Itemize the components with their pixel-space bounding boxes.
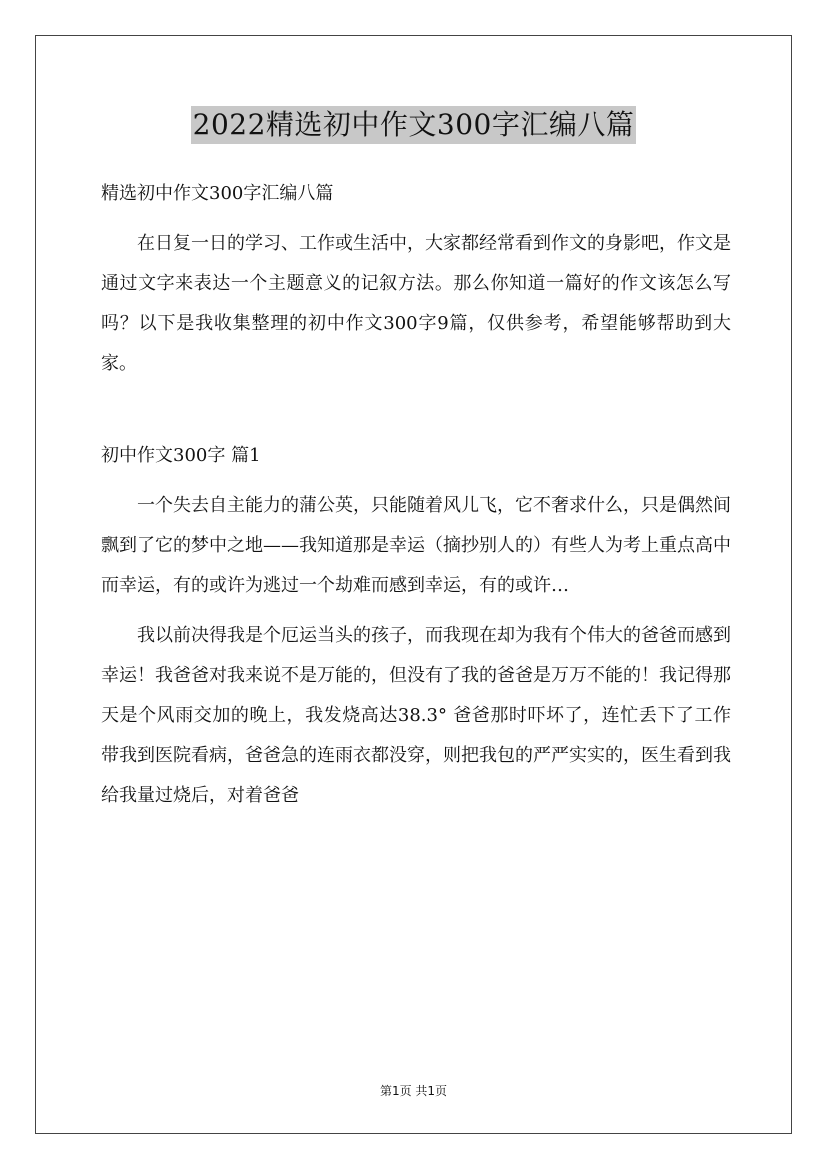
- essay-paragraph: 我以前决得我是个厄运当头的孩子，而我现在却为我有个伟大的爸爸而感到幸运！我爸爸对我来说不是万能的，但没有了我的爸爸是万万不能的！我记得那天是个风雨交加的晚上，我发烧高达38.3° 爸爸那时吓坏了，连忙丢下了工作带我到医院看病，爸爸急的连雨衣都没穿，则把我包的严严实实的，医生看到我给我量过烧后，对着爸爸: [101, 625, 731, 806]
- spacer: [101, 214, 731, 224]
- spacer: [101, 476, 731, 486]
- spacer: [101, 384, 731, 436]
- page-footer: 第1页 共1页: [379, 1084, 448, 1098]
- document-body: [101, 174, 731, 816]
- spacer: [101, 606, 731, 616]
- document-title: [0, 104, 827, 144]
- intro-paragraph: 在日复一日的学习、工作或生活中，大家都经常看到作文的身影吧，作文是通过文字来表达一个主题意义的记叙方法。那么你知道一篇好的作文该怎么写吗？以下是我收集整理的初中作文300字9篇，仅供参考，希望能够帮助到大家。: [101, 233, 731, 374]
- document-title-text: 2022精选初中作文300字汇编八篇: [191, 106, 637, 144]
- essay-paragraph: 一个失去自主能力的蒲公英，只能随着风儿飞，它不奢求什么，只是偶然间飘到了它的梦中之地——我知道那是幸运（摘抄别人的）有些人为考上重点高中而幸运，有的或许为逃过一个劫难而感到幸运，有的或许…: [101, 495, 731, 596]
- section-heading: 初中作文300字 篇1: [101, 445, 261, 466]
- document-subtitle: 精选初中作文300字汇编八篇: [101, 183, 334, 204]
